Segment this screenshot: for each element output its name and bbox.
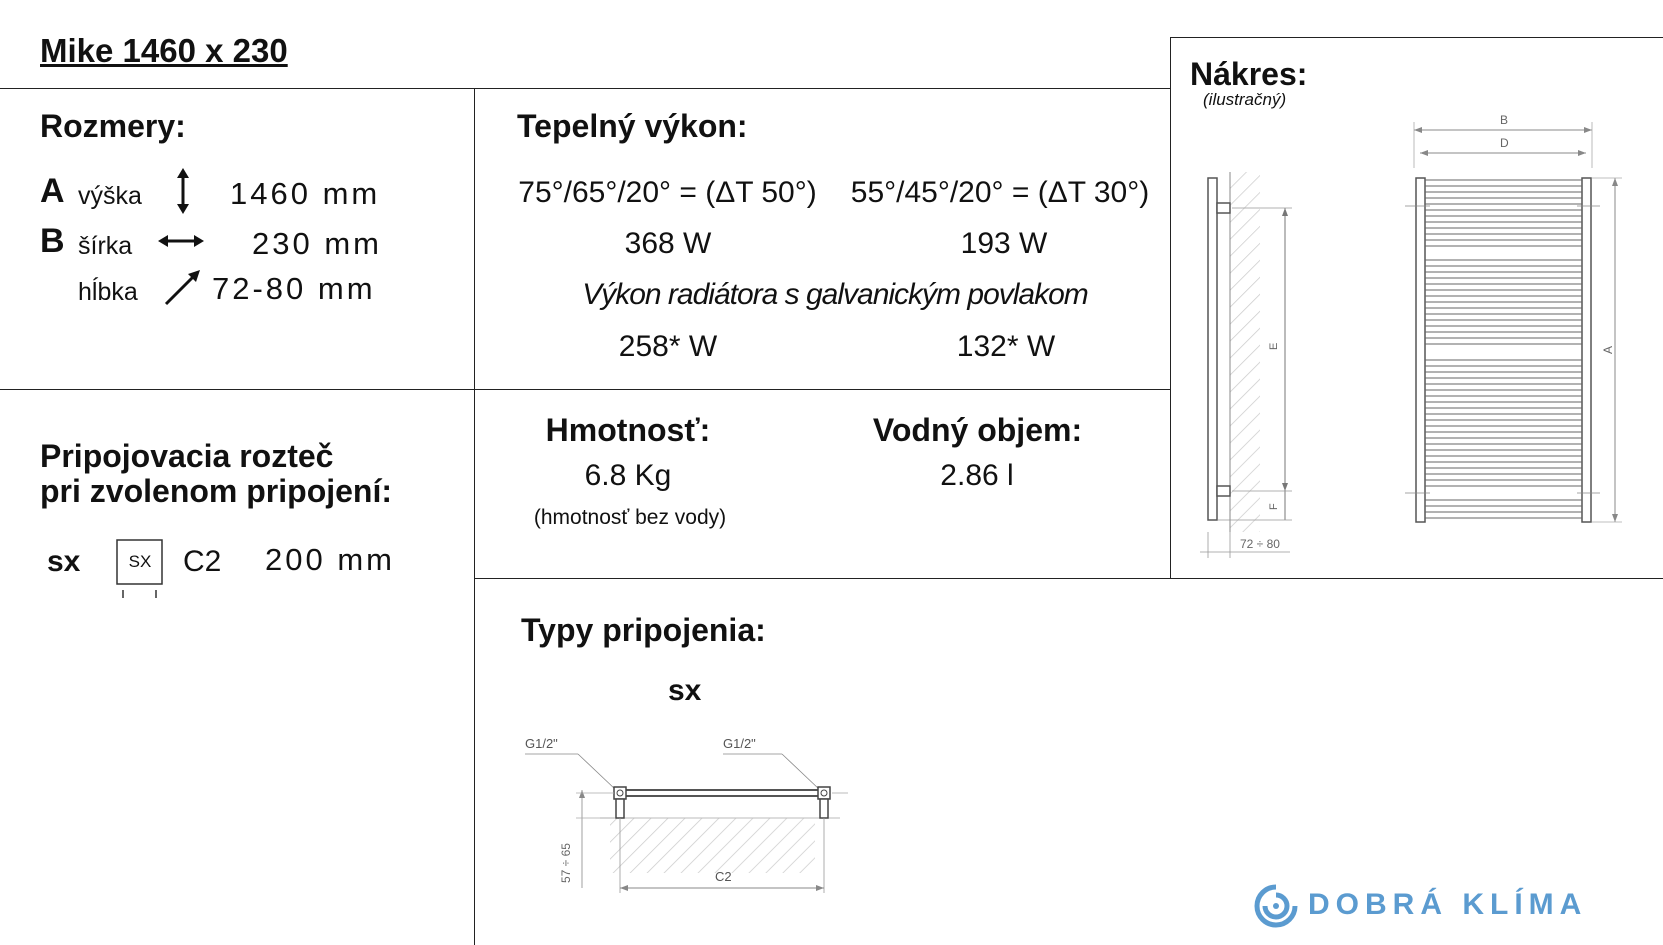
spacing-heading-line2: pri zvolenom pripojení:	[40, 473, 393, 509]
sx-connection-icon-label: SX	[128, 552, 152, 571]
height-label: 57 ÷ 65	[559, 843, 573, 883]
weight-note: (hmotnosť bez vody)	[533, 506, 727, 529]
divider-drawing-top	[1170, 37, 1663, 38]
thermal-condition-2: 55°/45°/20° = (ΔT 30°)	[850, 176, 1150, 209]
vertical-arrow-icon	[172, 168, 194, 214]
dobra-klima-logo	[1250, 880, 1650, 932]
spacing-heading-line1: Pripojovacia rozteč	[40, 438, 334, 474]
logo-text: DOBRÁ KLÍMA	[1308, 888, 1588, 921]
swirl-logo-icon	[1254, 884, 1298, 928]
side-label-e: E	[1268, 342, 1280, 350]
radiator-front-drawing	[1400, 108, 1630, 538]
connection-types-heading: Typy pripojenia:	[521, 612, 766, 648]
radiator-side-drawing	[1190, 160, 1310, 560]
diagonal-arrow-icon	[162, 268, 202, 308]
dimension-letter: A	[40, 172, 65, 210]
divider-row1	[0, 389, 1170, 390]
divider-col	[474, 88, 475, 945]
divider-drawing-left	[1170, 37, 1171, 578]
side-label-depth: 72 ÷ 80	[1240, 537, 1280, 551]
divider-title	[0, 88, 1170, 89]
g-left-label: G1/2"	[525, 736, 558, 751]
c2-label: C2	[715, 869, 732, 884]
weight-heading: Hmotnosť:	[545, 412, 711, 448]
spacing-value: 200 mm	[265, 542, 395, 577]
front-label-a: A	[1601, 345, 1615, 354]
page-title: Mike 1460 x 230	[40, 32, 288, 69]
connection-types-type: sx	[668, 674, 702, 707]
weight-value: 6.8 Kg	[584, 459, 672, 492]
front-label-d: D	[1500, 136, 1509, 150]
drawing-heading: Nákres:	[1190, 56, 1308, 92]
dimension-label: šírka	[78, 232, 133, 260]
thermal-value-2: 193 W	[960, 227, 1048, 260]
sx-connection-icon	[116, 538, 162, 586]
horizontal-arrow-icon	[158, 230, 204, 252]
sx-connection-drawing	[520, 728, 860, 903]
dimension-value: 72-80 mm	[212, 271, 376, 306]
drawing-subheading: (ilustračný)	[1203, 90, 1287, 109]
water-value: 2.86 l	[940, 459, 1014, 492]
dimension-value: 230 mm	[252, 226, 382, 261]
water-heading: Vodný objem:	[872, 412, 1083, 448]
dimension-value: 1460 mm	[230, 176, 381, 211]
galvanic-value-1: 258* W	[618, 330, 718, 363]
galvanic-value-2: 132* W	[956, 330, 1056, 363]
g-right-label: G1/2"	[723, 736, 756, 751]
thermal-value-1: 368 W	[624, 227, 712, 260]
dimension-label: hĺbka	[78, 278, 138, 306]
dimension-label: výška	[78, 182, 142, 210]
spacing-c-label: C2	[183, 545, 222, 578]
galvanic-note: Výkon radiátora s galvanickým povlakom	[582, 278, 1088, 311]
thermal-condition-1: 75°/65°/20° = (ΔT 50°)	[518, 176, 817, 209]
dimensions-heading: Rozmery:	[40, 108, 186, 144]
dimension-letter: B	[40, 222, 65, 260]
front-label-b: B	[1500, 113, 1509, 127]
divider-row2	[474, 578, 1663, 579]
thermal-heading: Tepelný výkon:	[517, 108, 748, 144]
side-label-f: F	[1268, 503, 1280, 510]
spacing-type: sx	[47, 545, 81, 578]
